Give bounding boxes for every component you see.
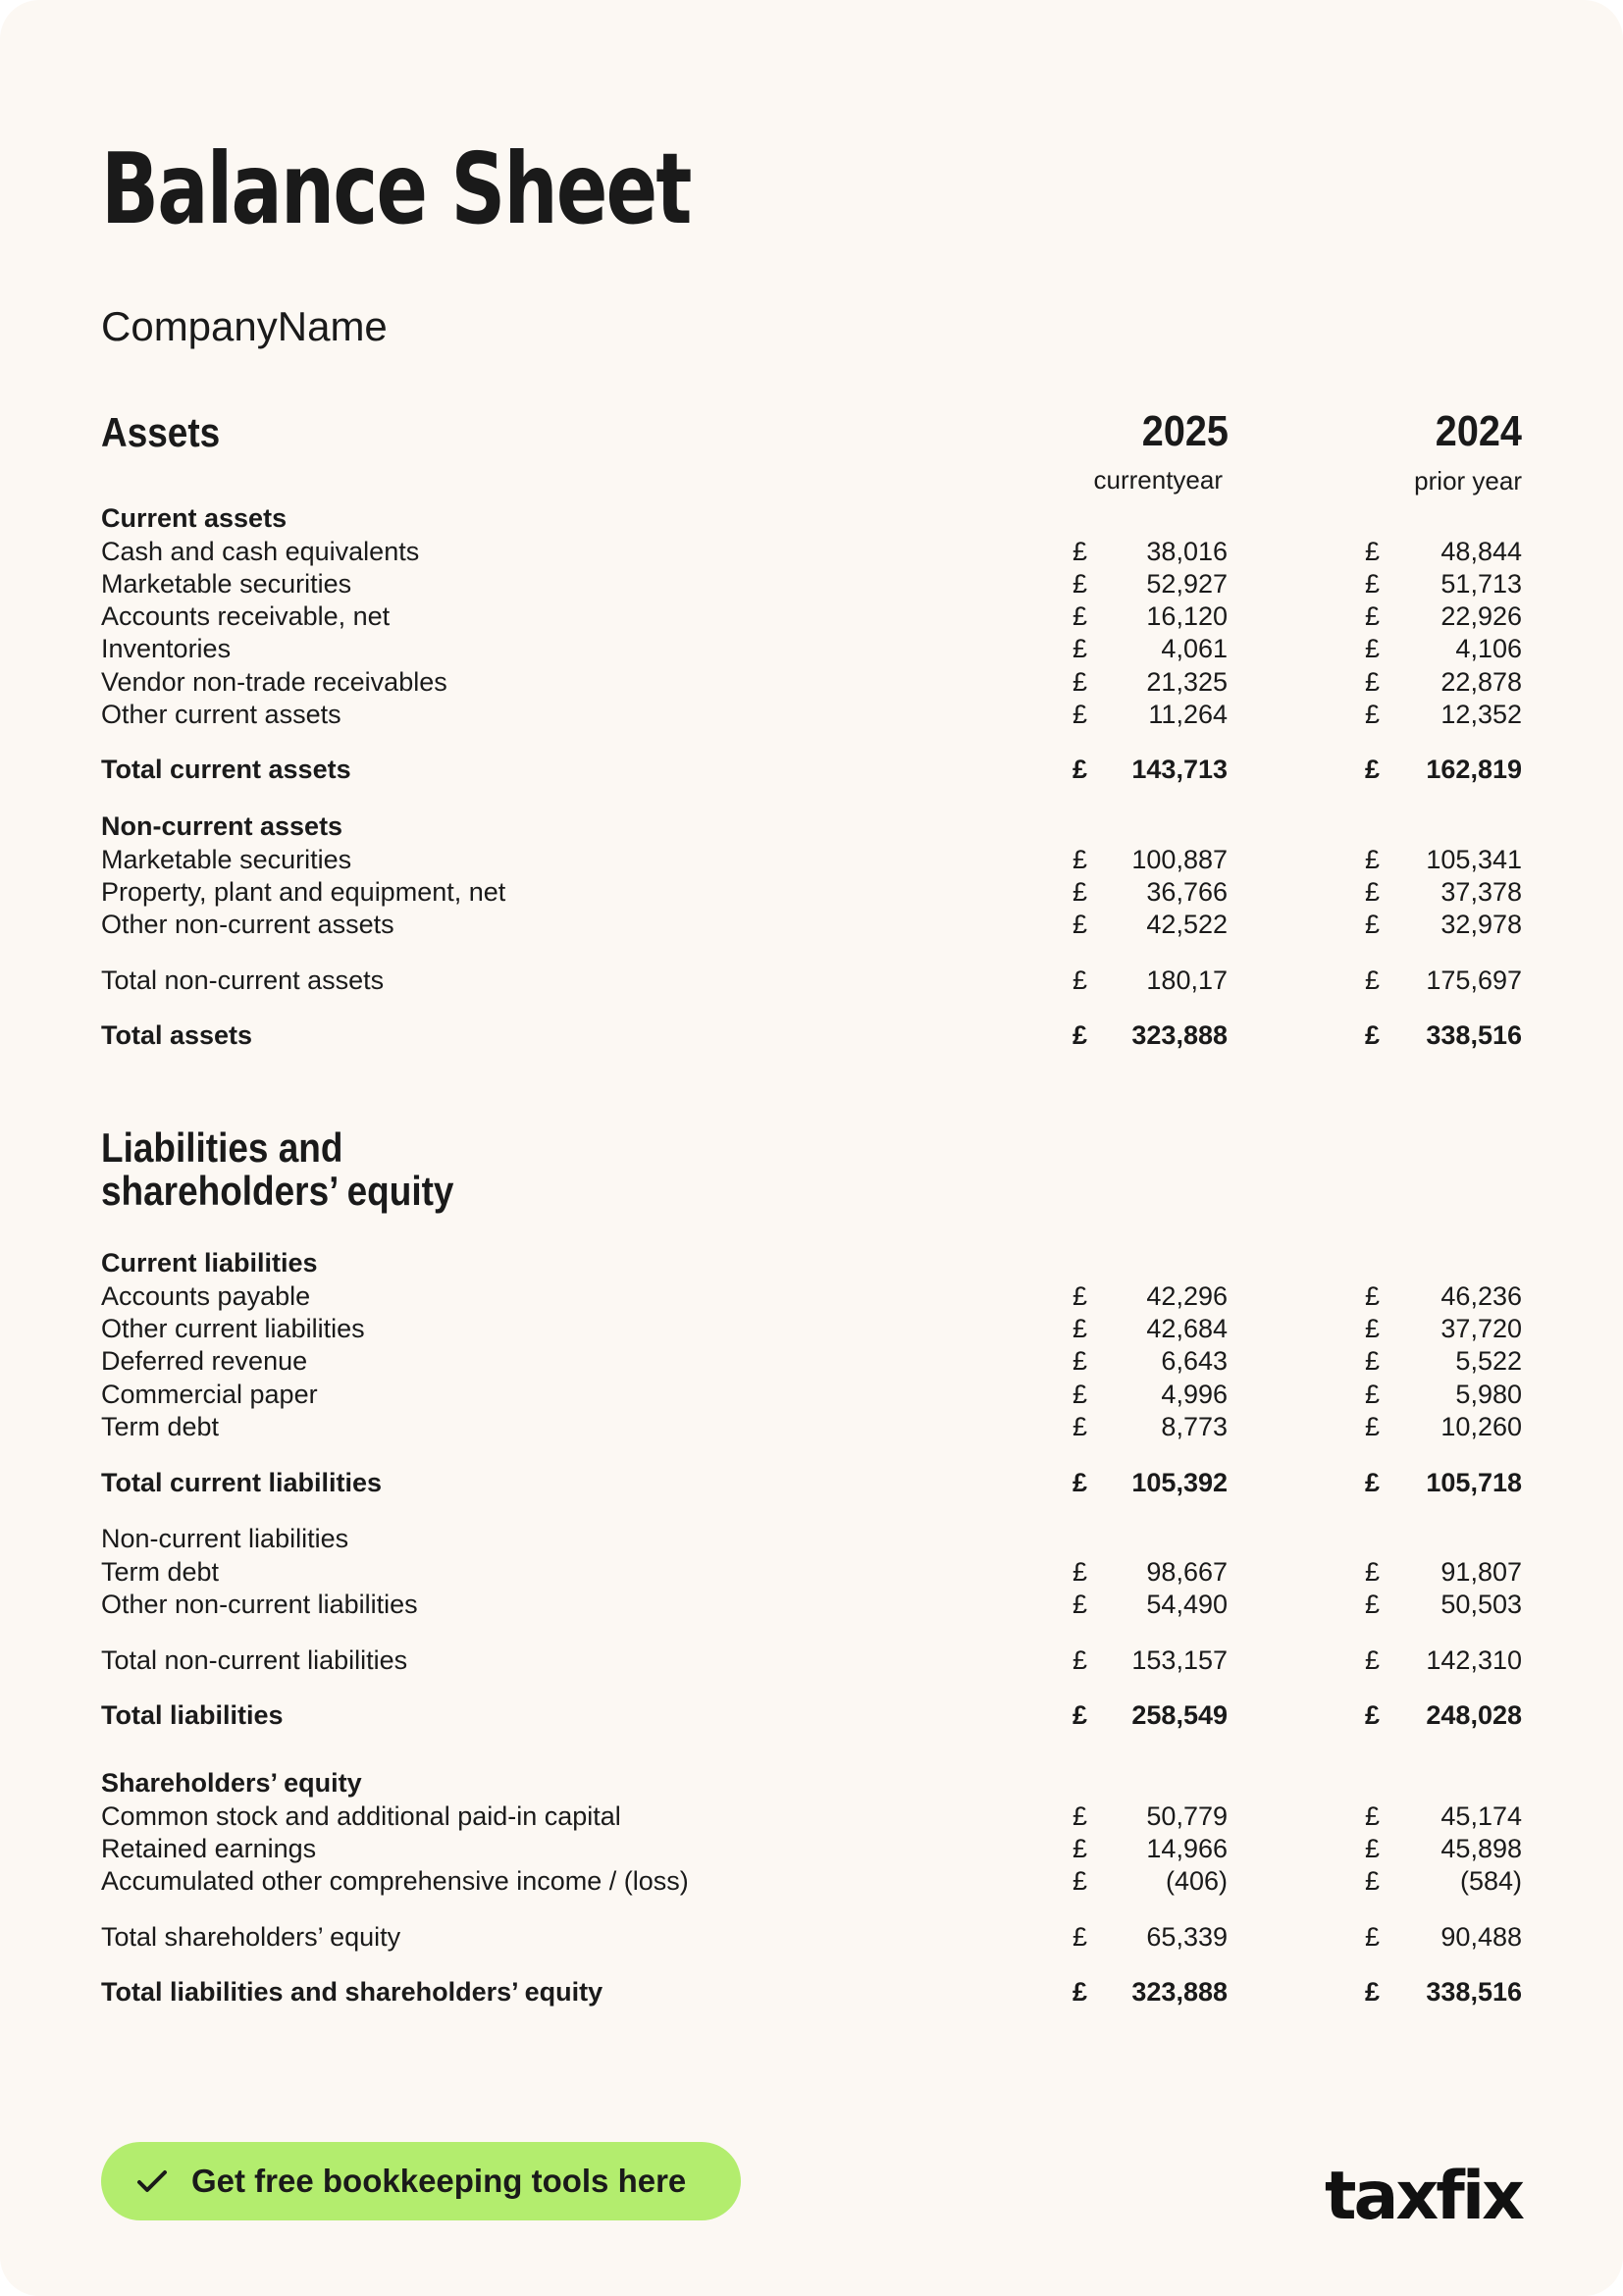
row-label: Accounts payable <box>101 1281 311 1311</box>
value-current: 258,549 <box>1131 1700 1228 1730</box>
value-current: 11,264 <box>1148 700 1228 729</box>
row-label: Retained earnings <box>101 1834 317 1863</box>
value-prior: 45,898 <box>1440 1834 1522 1863</box>
currency-prior: £ <box>1365 1380 1381 1409</box>
value-current: 42,522 <box>1146 910 1228 939</box>
currency-current: £ <box>1073 1977 1088 2007</box>
currency-prior: £ <box>1365 1346 1381 1376</box>
value-prior: 175,697 <box>1426 965 1522 995</box>
currency-prior: £ <box>1365 910 1381 939</box>
total-row <box>101 1466 1522 1499</box>
currency-prior: £ <box>1365 1866 1381 1896</box>
year-prior: 2024 <box>1435 407 1522 455</box>
line-item-row <box>101 1555 1522 1589</box>
row-label: Property, plant and equipment, net <box>101 877 506 907</box>
liabilities-heading-line2: shareholders’ equity <box>101 1168 454 1214</box>
currency-prior: £ <box>1365 537 1381 566</box>
currency-current: £ <box>1073 755 1088 784</box>
line-item-row <box>101 843 1522 876</box>
assets-heading: Assets <box>101 409 221 455</box>
currency-current: £ <box>1073 537 1088 566</box>
value-current: 4,996 <box>1161 1380 1228 1409</box>
currency-prior: £ <box>1365 667 1381 697</box>
currency-current: £ <box>1073 1922 1088 1952</box>
value-prior: 45,174 <box>1440 1801 1522 1831</box>
total-row <box>101 1018 1522 1052</box>
currency-prior: £ <box>1365 700 1381 729</box>
year-prior-label: prior year <box>1414 466 1522 496</box>
value-current: 105,392 <box>1131 1468 1228 1497</box>
value-current: 42,296 <box>1146 1281 1228 1311</box>
row-label: Vendor non-trade receivables <box>101 667 447 697</box>
value-current: 323,888 <box>1131 1020 1228 1050</box>
currency-prior: £ <box>1365 1281 1381 1311</box>
value-prior: 248,028 <box>1426 1700 1522 1730</box>
line-item-row <box>101 665 1522 699</box>
value-current: 6,643 <box>1161 1346 1228 1376</box>
bookkeeping-tools-button[interactable] <box>101 2142 741 2220</box>
value-current: 153,157 <box>1131 1645 1228 1675</box>
currency-current: £ <box>1073 1314 1088 1343</box>
value-current: 180,17 <box>1146 965 1228 995</box>
currency-current: £ <box>1073 1346 1088 1376</box>
currency-prior: £ <box>1365 1801 1381 1831</box>
row-label: Term debt <box>101 1557 220 1587</box>
row-label: Total assets <box>101 1020 253 1050</box>
row-label: Total liabilities <box>101 1700 284 1730</box>
row-label: Total current assets <box>101 755 351 784</box>
value-prior: 48,844 <box>1440 537 1522 566</box>
currency-prior: £ <box>1365 1314 1381 1343</box>
currency-current: £ <box>1073 1412 1088 1441</box>
row-label: Other current assets <box>101 700 341 729</box>
line-item-row <box>101 1644 1522 1677</box>
value-prior: 142,310 <box>1426 1645 1522 1675</box>
check-icon <box>132 2162 172 2201</box>
value-prior: 91,807 <box>1440 1557 1522 1587</box>
currency-current: £ <box>1073 845 1088 874</box>
currency-current: £ <box>1073 700 1088 729</box>
currency-prior: £ <box>1365 634 1381 663</box>
currency-current: £ <box>1073 1645 1088 1675</box>
line-item-row <box>101 1410 1522 1443</box>
line-item-row <box>101 632 1522 665</box>
value-current: 100,887 <box>1131 845 1228 874</box>
currency-current: £ <box>1073 1468 1088 1497</box>
value-prior: 338,516 <box>1426 1020 1522 1050</box>
total-row <box>101 753 1522 786</box>
row-label: Commercial paper <box>101 1380 318 1409</box>
line-item-row <box>101 567 1522 600</box>
currency-prior: £ <box>1365 1700 1381 1730</box>
shareholders-equity-heading: Shareholders’ equity <box>101 1768 362 1798</box>
row-label: Accumulated other comprehensive income / (loss) <box>101 1866 689 1896</box>
row-label: Marketable securities <box>101 569 352 599</box>
currency-prior: £ <box>1365 755 1381 784</box>
line-item-row <box>101 1832 1522 1865</box>
line-item-row <box>101 875 1522 909</box>
row-label: Marketable securities <box>101 845 352 874</box>
row-label: Total shareholders’ equity <box>101 1922 401 1952</box>
row-label: Total non-current assets <box>101 965 385 995</box>
currency-prior: £ <box>1365 1645 1381 1675</box>
currency-prior: £ <box>1365 1468 1381 1497</box>
value-prior: 37,378 <box>1440 877 1522 907</box>
currency-current: £ <box>1073 910 1088 939</box>
value-prior: 12,352 <box>1440 700 1522 729</box>
value-prior: 4,106 <box>1455 634 1522 663</box>
value-prior: 10,260 <box>1440 1412 1522 1441</box>
value-prior: 51,713 <box>1440 569 1522 599</box>
currency-current: £ <box>1073 1020 1088 1050</box>
line-item-row <box>101 600 1522 633</box>
currency-prior: £ <box>1365 601 1381 631</box>
line-item-row <box>101 1378 1522 1411</box>
current-liabilities-heading: Current liabilities <box>101 1248 318 1278</box>
page-title: Balance Sheet <box>101 131 691 246</box>
liabilities-heading-line1: Liabilities and <box>101 1124 343 1171</box>
line-item-row <box>101 1344 1522 1378</box>
currency-prior: £ <box>1365 965 1381 995</box>
line-item-row <box>101 1864 1522 1898</box>
currency-current: £ <box>1073 667 1088 697</box>
currency-prior: £ <box>1365 845 1381 874</box>
row-label: Common stock and additional paid-in capital <box>101 1801 621 1831</box>
value-prior: (584) <box>1459 1866 1522 1896</box>
bookkeeping-tools-label: Get free bookkeeping tools here <box>191 2163 687 2199</box>
currency-current: £ <box>1073 965 1088 995</box>
value-prior: 50,503 <box>1440 1590 1522 1619</box>
currency-current: £ <box>1073 569 1088 599</box>
noncurrent-assets-heading: Non-current assets <box>101 811 343 841</box>
value-prior: 90,488 <box>1440 1922 1522 1952</box>
line-item-row <box>101 908 1522 941</box>
currency-current: £ <box>1073 1557 1088 1587</box>
year-current: 2025 <box>1141 407 1229 455</box>
line-item-row <box>101 698 1522 731</box>
currency-prior: £ <box>1365 877 1381 907</box>
line-item-row <box>101 1800 1522 1833</box>
currency-current: £ <box>1073 1380 1088 1409</box>
value-current: 323,888 <box>1131 1977 1228 2007</box>
value-current: 14,966 <box>1146 1834 1228 1863</box>
value-current: 65,339 <box>1146 1922 1228 1952</box>
value-current: 54,490 <box>1146 1590 1228 1619</box>
row-label: Total non-current liabilities <box>101 1645 408 1675</box>
currency-prior: £ <box>1365 1834 1381 1863</box>
row-label: Inventories <box>101 634 232 663</box>
value-current: 38,016 <box>1146 537 1228 566</box>
value-prior: 22,878 <box>1440 667 1522 697</box>
currency-prior: £ <box>1365 1977 1381 2007</box>
value-prior: 105,718 <box>1426 1468 1522 1497</box>
value-current: 21,325 <box>1146 667 1228 697</box>
currency-current: £ <box>1073 634 1088 663</box>
value-prior: 5,980 <box>1455 1380 1522 1409</box>
value-prior: 46,236 <box>1440 1281 1522 1311</box>
currency-prior: £ <box>1365 1922 1381 1952</box>
currency-prior: £ <box>1365 1557 1381 1587</box>
currency-prior: £ <box>1365 1590 1381 1619</box>
value-current: 42,684 <box>1146 1314 1228 1343</box>
line-item-row <box>101 1279 1522 1313</box>
row-label: Term debt <box>101 1412 220 1441</box>
value-current: 50,779 <box>1146 1801 1228 1831</box>
currency-prior: £ <box>1365 569 1381 599</box>
line-item-row <box>101 1312 1522 1345</box>
value-prior: 338,516 <box>1426 1977 1522 2007</box>
value-current: 98,667 <box>1146 1557 1228 1587</box>
row-label: Accounts receivable, net <box>101 601 391 631</box>
currency-prior: £ <box>1365 1412 1381 1441</box>
currency-current: £ <box>1073 1700 1088 1730</box>
line-item-row <box>101 535 1522 568</box>
currency-current: £ <box>1073 601 1088 631</box>
current-assets-heading: Current assets <box>101 503 288 533</box>
value-prior: 5,522 <box>1455 1346 1522 1376</box>
value-current: 52,927 <box>1146 569 1228 599</box>
value-prior: 37,720 <box>1440 1314 1522 1343</box>
value-current: 8,773 <box>1161 1412 1228 1441</box>
total-row <box>101 1975 1522 2009</box>
value-current: 36,766 <box>1146 877 1228 907</box>
value-prior: 162,819 <box>1426 755 1522 784</box>
currency-current: £ <box>1073 1801 1088 1831</box>
currency-current: £ <box>1073 877 1088 907</box>
currency-current: £ <box>1073 1281 1088 1311</box>
value-prior: 22,926 <box>1440 601 1522 631</box>
value-current: 143,713 <box>1131 755 1228 784</box>
row-label: Cash and cash equivalents <box>101 537 420 566</box>
row-label: Other current liabilities <box>101 1314 365 1343</box>
currency-current: £ <box>1073 1866 1088 1896</box>
currency-current: £ <box>1073 1590 1088 1619</box>
value-current: (406) <box>1165 1866 1228 1896</box>
currency-prior: £ <box>1365 1020 1381 1050</box>
row-label: Other non-current liabilities <box>101 1590 418 1619</box>
total-row <box>101 1698 1522 1732</box>
row-label: Deferred revenue <box>101 1346 308 1376</box>
value-current: 16,120 <box>1146 601 1228 631</box>
value-prior: 105,341 <box>1426 845 1522 874</box>
row-label: Total current liabilities <box>101 1468 383 1497</box>
company-name: CompanyName <box>101 303 388 349</box>
currency-current: £ <box>1073 1834 1088 1863</box>
taxfix-logo: taxfix <box>1324 2158 1522 2235</box>
noncurrent-liabilities-heading: Non-current liabilities <box>101 1524 349 1553</box>
row-label: Total liabilities and shareholders’ equity <box>101 1977 603 2007</box>
line-item-row <box>101 964 1522 997</box>
value-prior: 32,978 <box>1440 910 1522 939</box>
line-item-row <box>101 1920 1522 1954</box>
value-current: 4,061 <box>1161 634 1228 663</box>
line-item-row <box>101 1588 1522 1621</box>
row-label: Other non-current assets <box>101 910 394 939</box>
year-current-label: currentyear <box>1093 465 1223 495</box>
